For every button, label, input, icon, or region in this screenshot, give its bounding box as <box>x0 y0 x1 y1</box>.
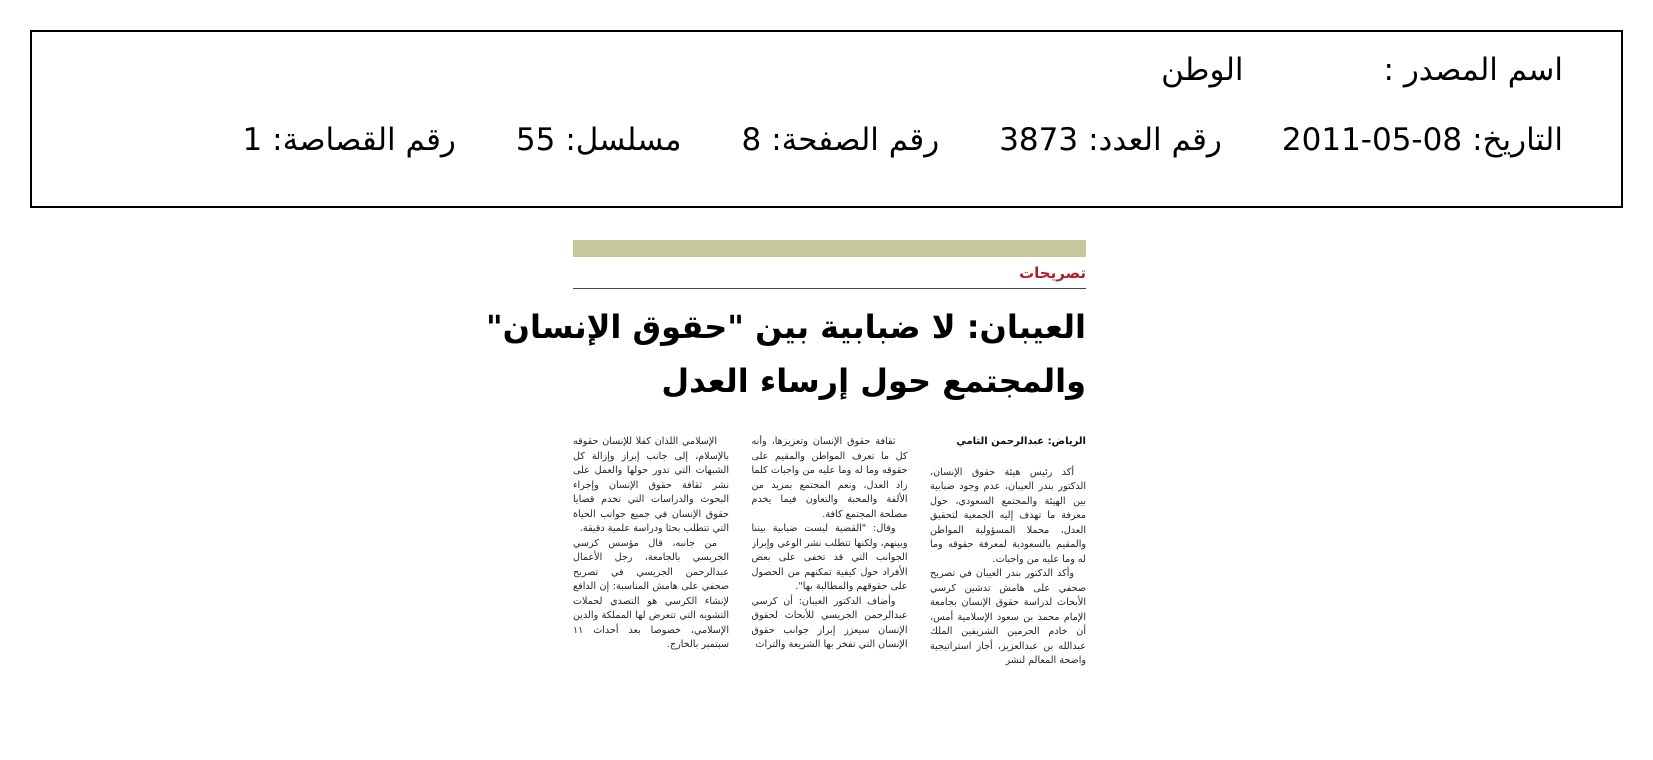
date-value: 2011-05-08 <box>1281 122 1463 158</box>
date-field <box>1282 122 1563 158</box>
column-1-paragraph-1: أكد رئيس هيئة حقوق الإنسان، الدكتور بندر العيبان، عدم وجود ضبابية بين الهيئة والمجتمع السعودي، حول معرفة ما تهدف إليه الجمعية لتحقيق العدل، محملا المسؤولية المواطن والمقيم بالسعودية لمعرفة حقوقه وما له وما عليه من واجبات. <box>930 466 1086 565</box>
metadata-row-details <box>72 122 1563 158</box>
clip-number-label: رقم القصاصة: <box>272 122 456 158</box>
issue-value: 3873 <box>999 122 1079 158</box>
clip-number-value: 1 <box>242 122 263 158</box>
newspaper-clipping <box>486 240 1086 730</box>
clip-number-field <box>242 122 455 158</box>
article-headline <box>486 300 1086 408</box>
article-column-2 <box>752 435 908 725</box>
article-byline: الرياض: عبدالرحمن التامي <box>956 436 1086 447</box>
headline-line-1: العيبان: لا ضبابية بين "حقوق الإنسان" <box>486 308 1086 346</box>
section-label: تصريحات <box>1019 264 1086 282</box>
headline-line-2: والمجتمع حول إرساء العدل <box>661 362 1086 400</box>
article-body <box>573 435 1086 725</box>
column-2-paragraph-2: وقال: "القضية ليست ضبابية بيننا وبينهم، ولكنها تتطلب نشر الوعي وإبراز الجوانب التي قد تخفى على بعض الأفراد حول كيفية تمكنهم من الحصول على حقوقهم والمطالبة بها". <box>751 523 908 592</box>
serial-label: مسلسل: <box>565 122 682 158</box>
source-label: اسم المصدر : <box>1383 52 1563 88</box>
issue-label: رقم العدد: <box>1088 122 1222 158</box>
column-2-paragraph-3: وأضاف الدكتور العيبان: أن كرسي عبدالرحمن الجريسي للأبحاث لحقوق الإنسان سيعزز إبراز جوانب حقوق الإنسان التي تفخر بها الشريعة والتراث <box>751 595 908 650</box>
article-column-3 <box>573 435 729 725</box>
column-3-paragraph-2: من جانبه، قال مؤسس كرسي الجريسي بالجامعة، رجل الأعمال عبدالرحمن الجريسي في تصريح صحفي على هامش المناسبة: إن الدافع لإنشاء الكرسي هو التصدي لحملات التشويه التي تتعرض لها المملكة والدين الإسلامي، خصوصا بعد أحداث ١١ سبتمبر بالخارج. <box>573 537 729 650</box>
issue-field <box>999 122 1222 158</box>
date-label: التاريخ: <box>1472 122 1563 158</box>
article-column-1 <box>930 435 1086 725</box>
metadata-row-source <box>72 52 1563 88</box>
serial-field <box>516 122 682 158</box>
section-divider <box>573 288 1086 289</box>
column-2-paragraph-1: ثقافة حقوق الإنسان وتعزيزها، وأنه كل ما تعرف المواطن والمقيم على حقوقه وما له وما عليه من واجبات كلما زاد العدل، ونعم المجتمع بمزيد من الألفة والمحبة والتعاون فيما يخدم مصلحة المجتمع كافة. <box>751 436 908 520</box>
page-value: 8 <box>741 122 762 158</box>
serial-value: 55 <box>515 122 556 158</box>
clipping-top-bar <box>573 240 1086 257</box>
column-1-paragraph-2: وأكد الدكتور بندر العيبان في تصريح صحفي على هامش تدشين كرسي الأبحاث لدراسة حقوق الإنسان بجامعة الإمام محمد بن سعود الإسلامية أمس، أن خادم الحرمين الشريفين الملك عبدالله بن عبدالعزيز، أجاز استراتيجية واضحة المعالم لنشر <box>930 568 1086 666</box>
source-value: الوطن <box>1161 52 1244 88</box>
page-label: رقم الصفحة: <box>771 122 940 158</box>
page-field <box>741 122 939 158</box>
metadata-box <box>30 30 1623 208</box>
column-3-paragraph-1: الإسلامي اللذان كفلا للإنسان حقوقه بالإسلام، إلى جانب إبراز وإزالة كل الشبهات التي تدور حولها والعمل على نشر ثقافة حقوق الإنسان وإجراء البحوث والدراسات التي تخدم قضايا حقوق الإنسان في جميع جوانب الحياة التي تتطلب بحثا ودراسة علمية دقيقة. <box>573 436 729 534</box>
